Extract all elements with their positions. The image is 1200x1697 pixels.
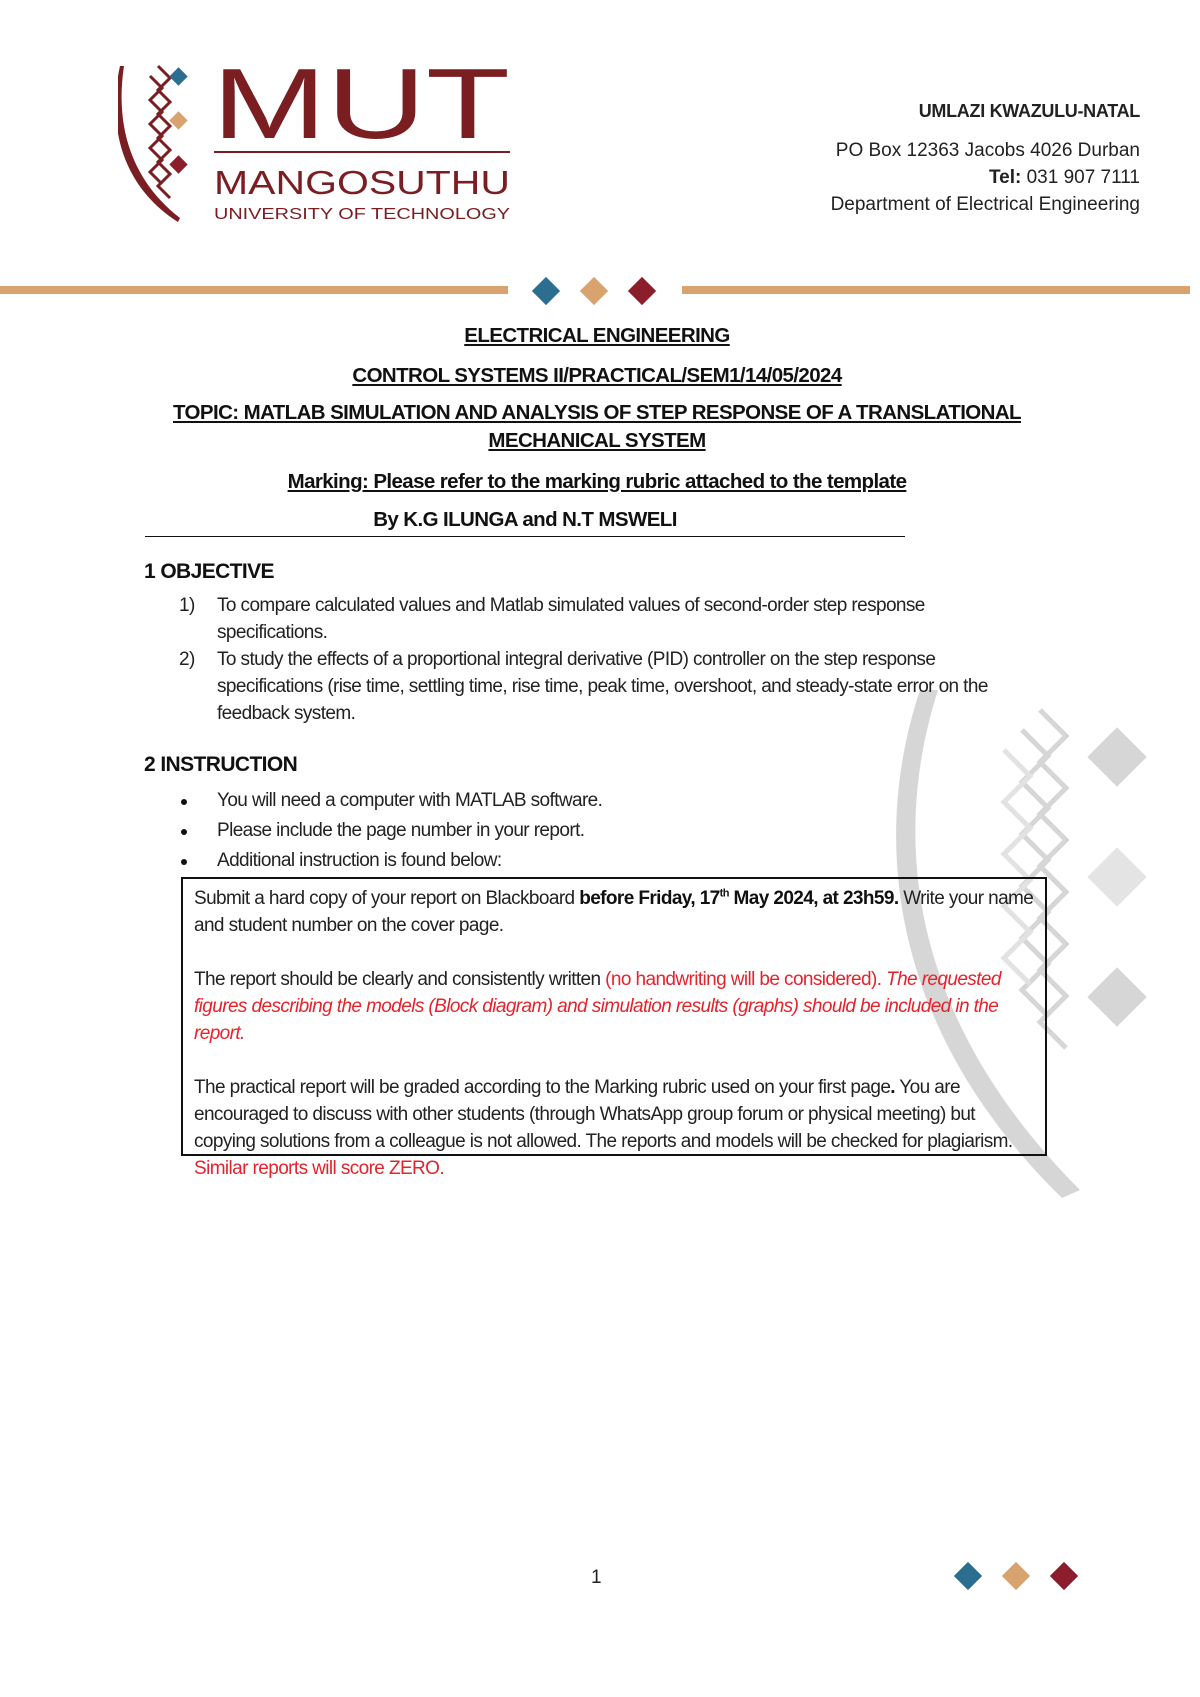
footer-diamonds [950, 1560, 1090, 1592]
note-text: The report should be clearly and consistently written [194, 969, 606, 990]
note-text: Submit a hard copy of your report on Blackboard [194, 888, 580, 909]
deadline-text-rest: May 2024, at 23h59. [728, 888, 899, 909]
logo-diamond-gold [169, 111, 187, 129]
deadline-ordinal: th [719, 887, 729, 900]
instruction-item-text: Additional instruction is found below: [217, 850, 502, 871]
address-location: UMLAZI KWAZULU-NATAL [918, 101, 1140, 121]
bullet-icon [181, 829, 187, 835]
heading-marking: Marking: Please refer to the marking rubric attached to the template [287, 470, 907, 493]
logo-crescent-shape [118, 66, 180, 222]
figures-requirement: The requested figures describing the models (Block diagram) and simulation results (graphs) should be included in the report. [194, 969, 1001, 1044]
heading-topic: TOPIC: MATLAB SIMULATION AND ANALYSIS OF STEP RESPONSE OF A TRANSLATIONAL MECHANICAL SYSTEM [173, 401, 1021, 452]
objective-item-text: To compare calculated values and Matlab simulated values of second-order step response specifications. [217, 595, 925, 643]
instruction-item [144, 846, 1024, 876]
instruction-list [144, 786, 1024, 876]
section-title-instruction: 2 INSTRUCTION [144, 753, 298, 776]
note-paragraph-submission [194, 885, 1035, 939]
logo-diamond-teal [169, 67, 187, 85]
motif-diamond-1 [1087, 727, 1146, 786]
diamond-wine-icon [628, 277, 656, 305]
paragraph-gap [194, 939, 1035, 966]
plagiarism-warning: Similar reports will score ZERO. [194, 1158, 445, 1179]
address-po-box: PO Box 12363 Jacobs 4026 Durban [835, 140, 1140, 161]
logo-subtitle: UNIVERSITY OF TECHNOLOGY [214, 206, 511, 223]
no-handwriting-warning: (no handwriting will be considered). [605, 969, 887, 990]
authors-byline: By K.G ILUNGA and N.T MSWELI [145, 506, 905, 537]
motif-diamond-2 [1087, 847, 1146, 906]
logo-name: MANGOSUTHU [214, 164, 510, 201]
heading-course-code: CONTROL SYSTEMS II/PRACTICAL/SEM1/14/05/2024 [352, 364, 842, 387]
diamond-wine-icon [1050, 1562, 1078, 1590]
submission-note-box [181, 877, 1047, 1179]
objective-item [144, 592, 1024, 646]
logo-wordmark: MUT [212, 58, 510, 160]
instruction-item-text: Please include the page number in your report. [217, 820, 585, 841]
bullet-icon [181, 799, 187, 805]
objective-item-text: To study the effects of a proportional integral derivative (PID) controller on the step response specifications (rise time, settling time, rise time, peak time, overshoot, and steady-state error on the feedback system. [217, 649, 988, 724]
heading-department: ELECTRICAL ENGINEERING [464, 324, 730, 347]
objective-item-number: 2) [179, 649, 195, 670]
objective-item-number: 1) [179, 595, 195, 616]
university-logo [118, 58, 518, 228]
address-telephone [989, 167, 1140, 189]
note-paragraph-grading [194, 1074, 1035, 1182]
header-band-left [0, 286, 508, 294]
header-diamonds [528, 275, 668, 307]
bullet-icon [181, 859, 187, 865]
objective-list [144, 592, 1024, 727]
deadline-text: before Friday, 17 [579, 888, 720, 909]
note-text: You are encouraged to discuss with other students (through WhatsApp group forum or physical meeting) but copying solutions from a colleague is not allowed. The reports and models will be checked for plagiarism. [194, 1077, 1013, 1152]
header-band-right [682, 286, 1190, 294]
page-number: 1 [591, 1567, 602, 1588]
diamond-teal-icon [532, 277, 560, 305]
paragraph-gap [194, 1047, 1035, 1074]
instruction-item [144, 816, 1024, 846]
instruction-item-text: You will need a computer with MATLAB software. [217, 790, 603, 811]
tel-number: 031 907 7111 [1021, 167, 1140, 188]
address-department: Department of Electrical Engineering [830, 194, 1140, 215]
instruction-item [144, 786, 1024, 816]
note-period: . [890, 1077, 895, 1098]
note-text: The practical report will be graded according to the Marking rubric used on your first page [194, 1077, 891, 1098]
diamond-gold-icon [1002, 1562, 1030, 1590]
note-paragraph-report [194, 966, 1035, 1047]
tel-label: Tel: [988, 167, 1022, 188]
motif-diamond-3 [1087, 967, 1146, 1026]
logo-diamond-wine [169, 155, 187, 173]
diamond-gold-icon [580, 277, 608, 305]
section-title-objective: 1 OBJECTIVE [144, 560, 274, 583]
note-text: Write your name and student number on the cover page. [194, 888, 1034, 936]
objective-item [144, 646, 1024, 727]
diamond-teal-icon [954, 1562, 982, 1590]
